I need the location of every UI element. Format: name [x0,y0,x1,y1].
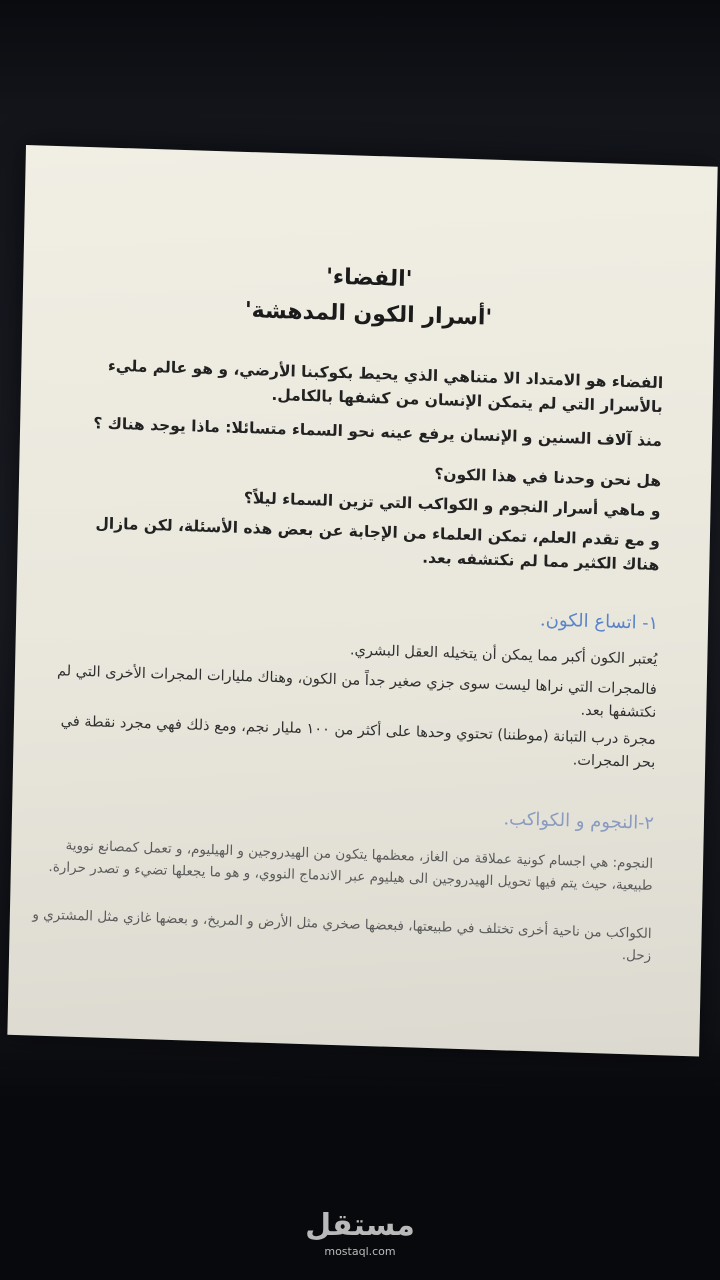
document-subtitle: 'أسرار الكون المدهشة' [244,297,493,331]
section1-paragraph: مجرة درب التبانة (موطننا) تحتوي وحدها على أكثر من ١٠٠ مليار نجم، ومع ذلك فهي مجرد نقطة في بحر المجرات. [60,713,656,772]
document-page [7,145,717,1057]
intro-paragraph: الفضاء هو الامتداد الا متناهي الذي يحيط بكوكبنا الأرضي، و هو عالم مليء بالأسرار التي لم يتمكن الإنسان من كشفها بالكامل. [107,356,664,417]
intro-paragraph: منذ آلاف السنين و الإنسان يرفع عينه نحو السماء متسائلا: ماذا يوجد هناك ؟ [93,414,663,451]
section-heading-stars: ٢-النجوم و الكواكب. [503,808,655,835]
watermark-brand-ar: مستقل [305,1208,415,1243]
section2-paragraph: النجوم: هي اجسام كونية عملاقة من الغاز، معظمها يتكون من الهيدروجين و الهيليوم، و تعمل كمصانع نووية طبيعية، حيث يتم فيها تحويل الهيدروجين الى هيليوم عبر الاندماج النووي، و هو ما يجعلها تضيء و تصدر حرارة. [48,837,654,895]
section2-paragraph: الكواكب من ناحية أخرى تختلف في طبيعتها، فبعضها صخري مثل الأرض و المريخ، و بعضها غازي مثل المشتري و زحل. [32,906,652,964]
section-heading-universe: ١- اتساع الكون. [539,609,659,635]
section1-paragraph: يُعتبر الكون أكبر مما يمكن أن يتخيله العقل البشري. [349,642,658,669]
watermark-logo [0,1208,720,1258]
intro-paragraph: هل نحن وحدنا في هذا الكون؟ [434,464,662,491]
document-title: 'الفضاء' [325,264,413,293]
document-content [7,145,717,1057]
intro-paragraph: و مع تقدم العلم، تمكن العلماء من الإجابة عن بعض هذه الأسئلة، لكن مازال هناك الكثير مما لم نكتشفه بعد. [95,514,661,575]
intro-paragraph: و ماهي أسرار النجوم و الكواكب التي تزين السماء ليلاً؟ [243,489,661,521]
watermark-brand-en: mostaql.com [324,1245,396,1258]
section1-paragraph: فالمجرات التي نراها ليست سوى جزي صغير جداً من الكون، وهناك مليارات المجرات الأخرى التي لم نكتشفها بعد. [56,663,657,722]
